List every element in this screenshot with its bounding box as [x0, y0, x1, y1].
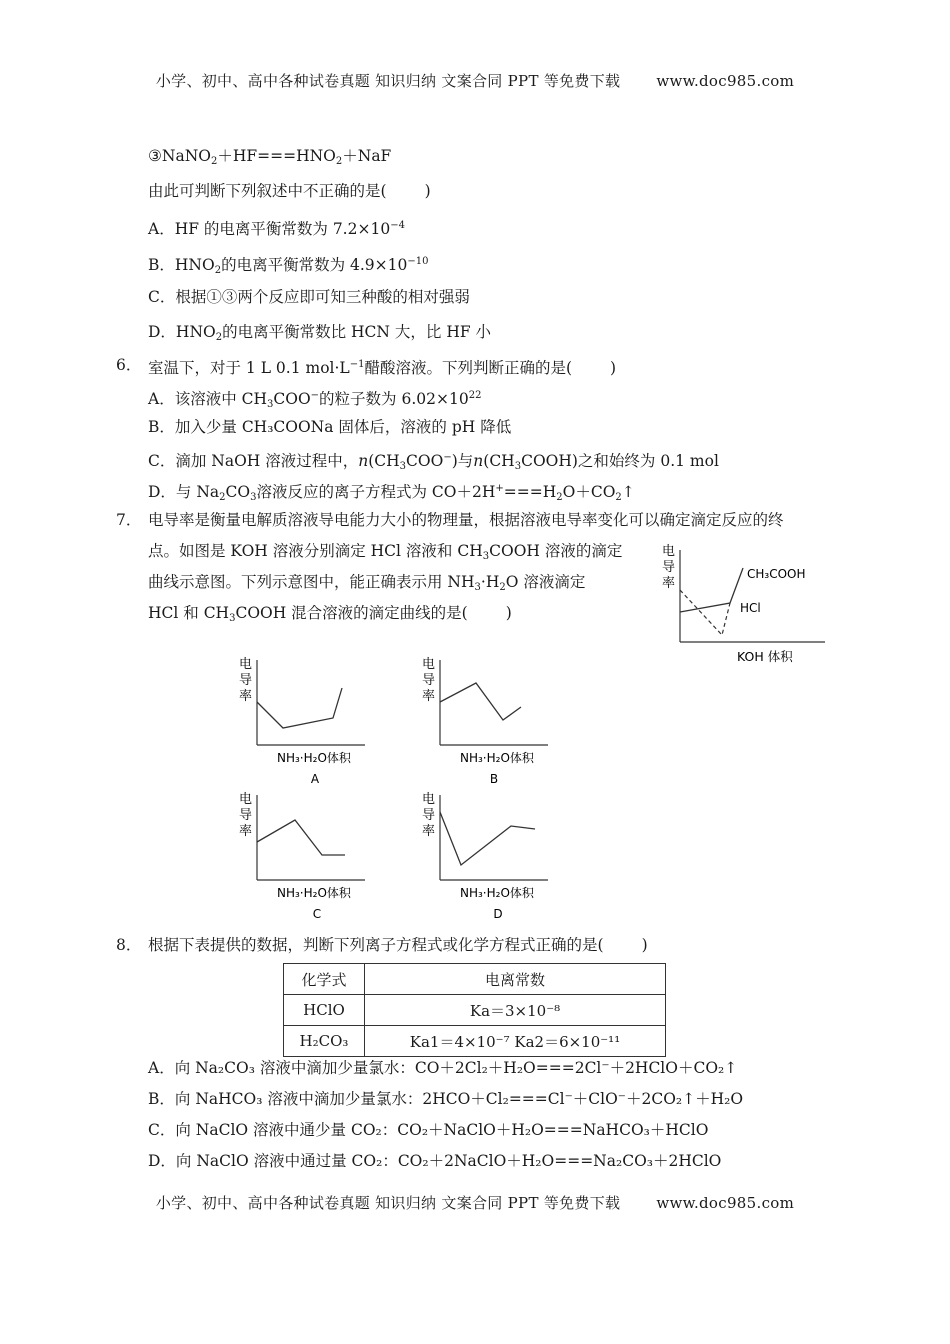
svg-text:电: 电	[422, 792, 436, 807]
q6-number: 6．	[116, 356, 142, 374]
ref-label-hcl: HCl	[740, 601, 761, 615]
q6-option-d[interactable]: D．与 $Na_2CO_3$溶液反应的离子方程式为 $CO+2H^+===H_2O+CO_2↑$	[148, 483, 635, 503]
svg-text:电: 电	[422, 657, 436, 672]
curve-c	[257, 820, 345, 855]
option-chart-a[interactable]	[235, 655, 385, 790]
table-header-cell: 化学式	[284, 964, 365, 995]
q6-option-c[interactable]: C．滴加 NaOH 溶液过程中，$n(CH_3COO^-)$与$n(CH_3COOH)$之和始终为 0.1 mol	[148, 452, 719, 472]
option-chart-b[interactable]	[418, 655, 568, 790]
svg-text:导: 导	[239, 673, 253, 688]
table-header-row	[284, 964, 666, 995]
table-row	[284, 1026, 666, 1057]
option-chart-d[interactable]	[418, 790, 568, 925]
q8-option-d[interactable]: D．向 NaClO 溶液中通过量 CO₂：CO₂＋2NaClO＋H₂O===Na₂CO₃＋2HClO	[148, 1152, 722, 1170]
label-d: D	[493, 907, 503, 921]
q7-line-4: HCl 和 $CH_3COOH$ 混合溶液的滴定曲线的是( )	[148, 604, 512, 624]
q7-line-3: 曲线示意图。下列示意图中，能正确表示用 $NH_3\cdot H_2O$ 溶液滴定	[148, 573, 586, 593]
table-row	[284, 995, 666, 1026]
q6-option-a[interactable]: A．该溶液中 $CH_3COO^-$的粒子数为 $6.02\times 10^{22}$	[148, 390, 482, 410]
q5-option-d[interactable]: D．$HNO_2$的电离平衡常数比 HCN 大，比 HF 小	[148, 323, 492, 343]
xlabel-c: NH₃·H₂O体积	[277, 886, 351, 900]
q6-stem: 室温下，对于 1 L 0.1 $mol\cdot L^{-1}$醋酸溶液。下列判断正确的是( )	[148, 359, 617, 377]
ref-label-ch3cooh: CH₃COOH	[747, 567, 806, 581]
footer-text: 小学、初中、高中各种试卷真题 知识归纳 文案合同 PPT 等免费下载	[155, 1194, 621, 1212]
svg-text:导: 导	[422, 808, 436, 823]
q7-number: 7．	[116, 511, 142, 529]
ref-ylabel-3: 率	[662, 576, 676, 591]
table-cell: Ka1＝4×10⁻⁷ Ka2＝6×10⁻¹¹	[365, 1026, 666, 1057]
q7-line-2: 点。如图是 KOH 溶液分别滴定 HCl 溶液和 $CH_3COOH$ 溶液的滴定	[148, 542, 623, 562]
q5-equation-3: $③NaNO_2+HF===HNO_2+NaF$	[148, 147, 392, 167]
xlabel-d: NH₃·H₂O体积	[460, 886, 534, 900]
xlabel-a: NH₃·H₂O体积	[277, 751, 351, 765]
table-cell: H₂CO₃	[284, 1026, 365, 1057]
header-text: 小学、初中、高中各种试卷真题 知识归纳 文案合同 PPT 等免费下载	[155, 72, 621, 90]
svg-text:率: 率	[239, 689, 253, 704]
footer-url[interactable]: www.doc985.com	[656, 1194, 795, 1212]
svg-text:率: 率	[422, 689, 436, 704]
ref-xlabel: KOH 体积	[737, 649, 793, 664]
option-chart-c[interactable]	[235, 790, 385, 925]
page-footer	[0, 1192, 950, 1213]
ionization-constants-table	[283, 963, 666, 1057]
svg-text:导: 导	[239, 808, 253, 823]
xlabel-b: NH₃·H₂O体积	[460, 751, 534, 765]
q7-line-1: 电导率是衡量电解质溶液导电能力大小的物理量，根据溶液电导率变化可以确定滴定反应的终	[148, 511, 784, 529]
table-cell: HClO	[284, 995, 365, 1026]
q8-stem: 根据下表提供的数据，判断下列离子方程式或化学方程式正确的是( )	[148, 936, 648, 954]
svg-text:率: 率	[422, 824, 436, 839]
q5-stem: 由此可判断下列叙述中不正确的是( )	[148, 182, 431, 200]
q8-option-a[interactable]: A．向 Na₂CO₃ 溶液中滴加少量氯水：CO＋2Cl₂＋H₂O===2Cl⁻＋2HClO＋CO₂↑	[148, 1059, 738, 1077]
curve-d	[440, 812, 535, 865]
q6-option-b[interactable]: B．加入少量 CH₃COONa 固体后，溶液的 pH 降低	[148, 418, 512, 436]
ref-ylabel-2: 导	[662, 560, 676, 575]
q5-option-c[interactable]: C．根据①③两个反应即可知三种酸的相对强弱	[148, 288, 470, 306]
header-url[interactable]: www.doc985.com	[656, 72, 795, 90]
curve-b	[440, 683, 521, 720]
page-header	[0, 70, 950, 91]
table-header-cell: 电离常数	[365, 964, 666, 995]
svg-text:导: 导	[422, 673, 436, 688]
svg-text:电: 电	[239, 657, 253, 672]
reference-chart	[655, 540, 835, 670]
label-b: B	[489, 772, 499, 786]
svg-text:电: 电	[239, 792, 253, 807]
ref-ylabel-1: 电	[662, 544, 676, 559]
label-a: A	[310, 772, 320, 786]
q8-option-c[interactable]: C．向 NaClO 溶液中通少量 CO₂：CO₂＋NaClO＋H₂O===NaHCO₃＋HClO	[148, 1121, 709, 1139]
table-cell: Ka＝3×10⁻⁸	[365, 995, 666, 1026]
q5-option-b[interactable]: B．$HNO_2$的电离平衡常数为 $4.9\times 10^{-10}$	[148, 256, 429, 276]
ref-curve-hcl	[680, 590, 730, 635]
curve-a	[257, 688, 342, 728]
q8-number: 8．	[116, 936, 142, 954]
q5-option-a[interactable]: A．HF 的电离平衡常数为 $7.2\times 10^{-4}$	[148, 220, 405, 238]
q8-option-b[interactable]: B．向 NaHCO₃ 溶液中滴加少量氯水：2HCO＋Cl₂===Cl⁻＋ClO⁻＋2CO₂↑＋H₂O	[148, 1090, 744, 1108]
ref-curve-ch3cooh	[680, 568, 743, 612]
svg-text:率: 率	[239, 824, 253, 839]
label-c: C	[312, 907, 322, 921]
